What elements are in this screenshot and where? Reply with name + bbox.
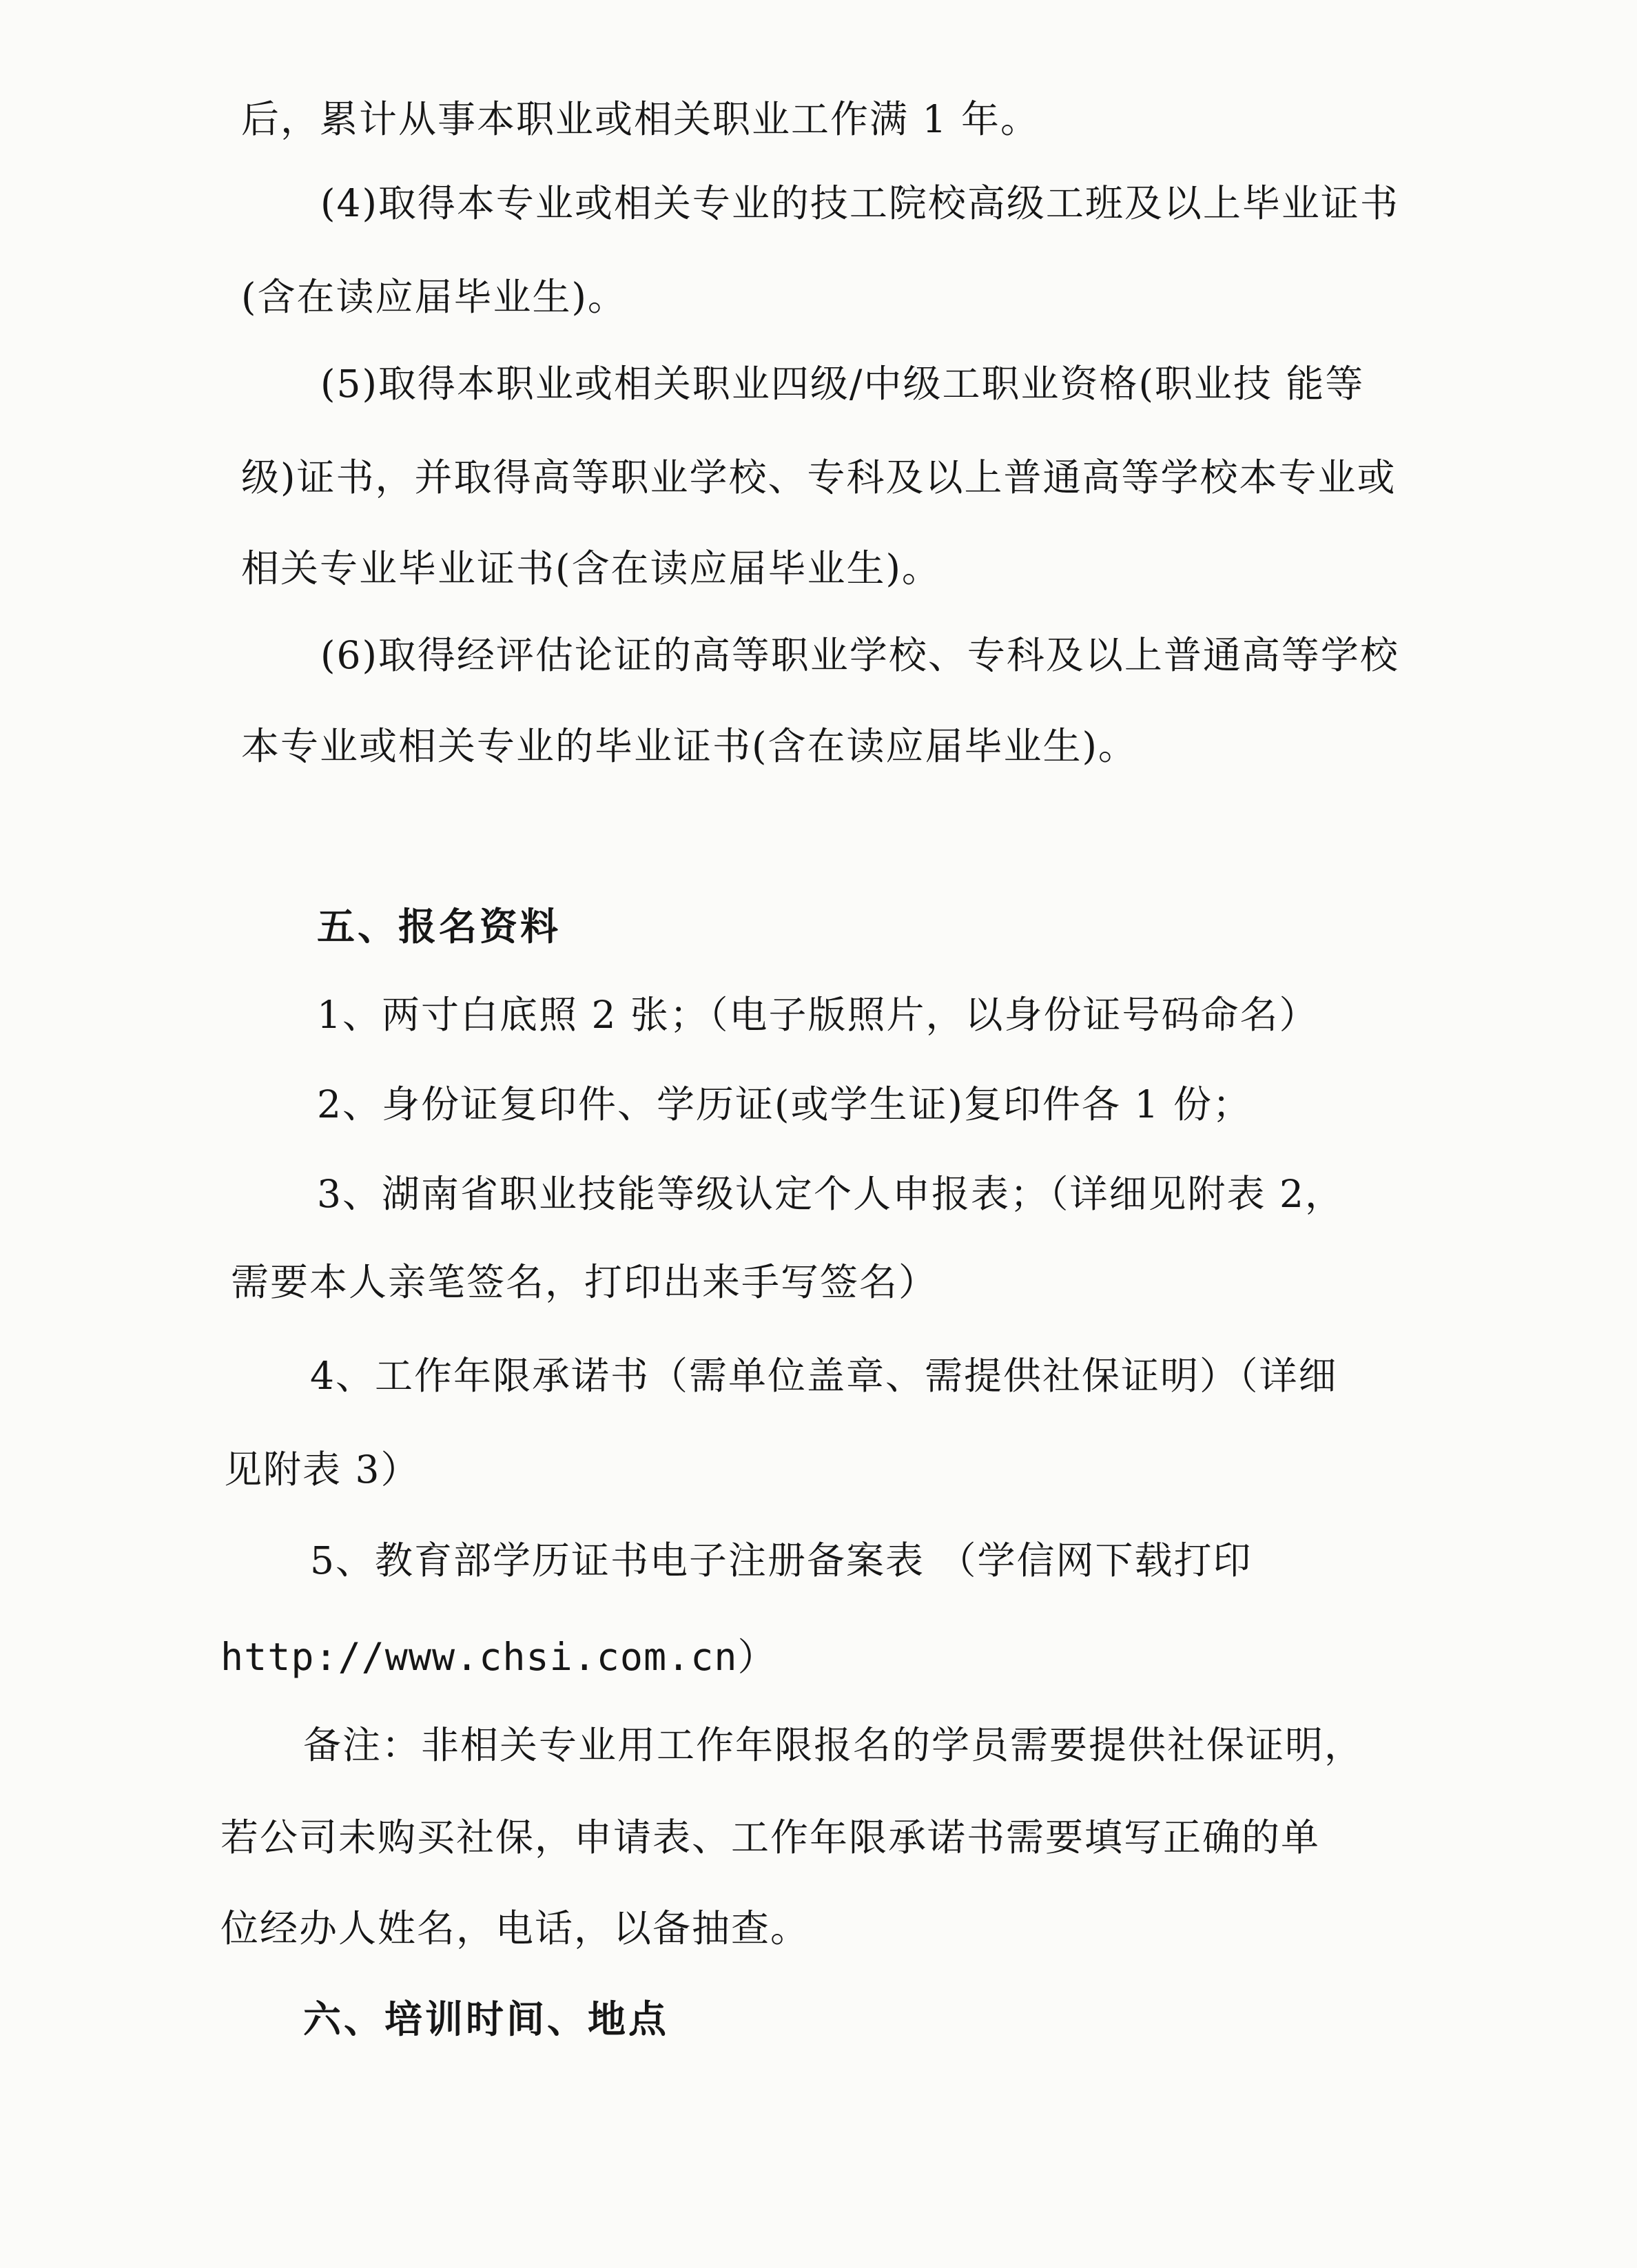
materials-item-3: 3、湖南省职业技能等级认定个人申报表；（详细见附表 2， <box>317 1172 1344 1216</box>
materials-item-1: 1、两寸白底照 2 张；（电子版照片，以身份证号码命名） <box>317 993 1319 1037</box>
remark-text: 备注：非相关专业用工作年限报名的学员需要提供社保证明， <box>303 1723 1364 1767</box>
materials-item-2: 2、身份证复印件、学历证(或学生证)复印件各 1 份； <box>317 1082 1252 1126</box>
remark-text-continued: 若公司未购买社保，申请表、工作年限承诺书需要填写正确的单 <box>220 1815 1321 1859</box>
materials-item-5-url: http://www.chsi.com.cn） <box>220 1635 776 1679</box>
body-text-line: 后，累计从事本职业或相关职业工作满 1 年。 <box>241 97 1040 141</box>
list-item-6: (6)取得经评估论证的高等职业学校、专科及以上普通高等学校 <box>320 633 1399 677</box>
materials-item-4-continued: 见附表 3） <box>224 1447 420 1492</box>
list-item-5-continued: 级)证书，并取得高等职业学校、专科及以上普通高等学校本专业或 <box>241 455 1397 499</box>
list-item-6-continued: 本专业或相关专业的毕业证书(含在读应届毕业生)。 <box>241 724 1137 768</box>
list-item-5-continued: 相关专业毕业证书(含在读应届毕业生)。 <box>241 546 941 590</box>
materials-item-5: 5、教育部学历证书电子注册备案表 （学信网下载打印 <box>310 1538 1253 1583</box>
list-item-4: (4)取得本专业或相关专业的技工院校高级工班及以上毕业证书 <box>320 181 1399 225</box>
section-heading-registration-materials: 五、报名资料 <box>317 904 562 949</box>
list-item-5: (5)取得本职业或相关职业四级/中级工职业资格(职业技 能等 <box>320 362 1365 406</box>
materials-item-4: 4、工作年限承诺书（需单位盖章、需提供社保证明）（详细 <box>310 1354 1338 1398</box>
section-heading-training-time-location: 六、培训时间、地点 <box>303 1997 670 2041</box>
remark-text-continued: 位经办人姓名，电话，以备抽查。 <box>220 1906 810 1950</box>
materials-item-3-continued: 需要本人亲笔签名，打印出来手写签名） <box>231 1260 938 1304</box>
list-item-4-continued: (含在读应届毕业生)。 <box>241 275 627 319</box>
